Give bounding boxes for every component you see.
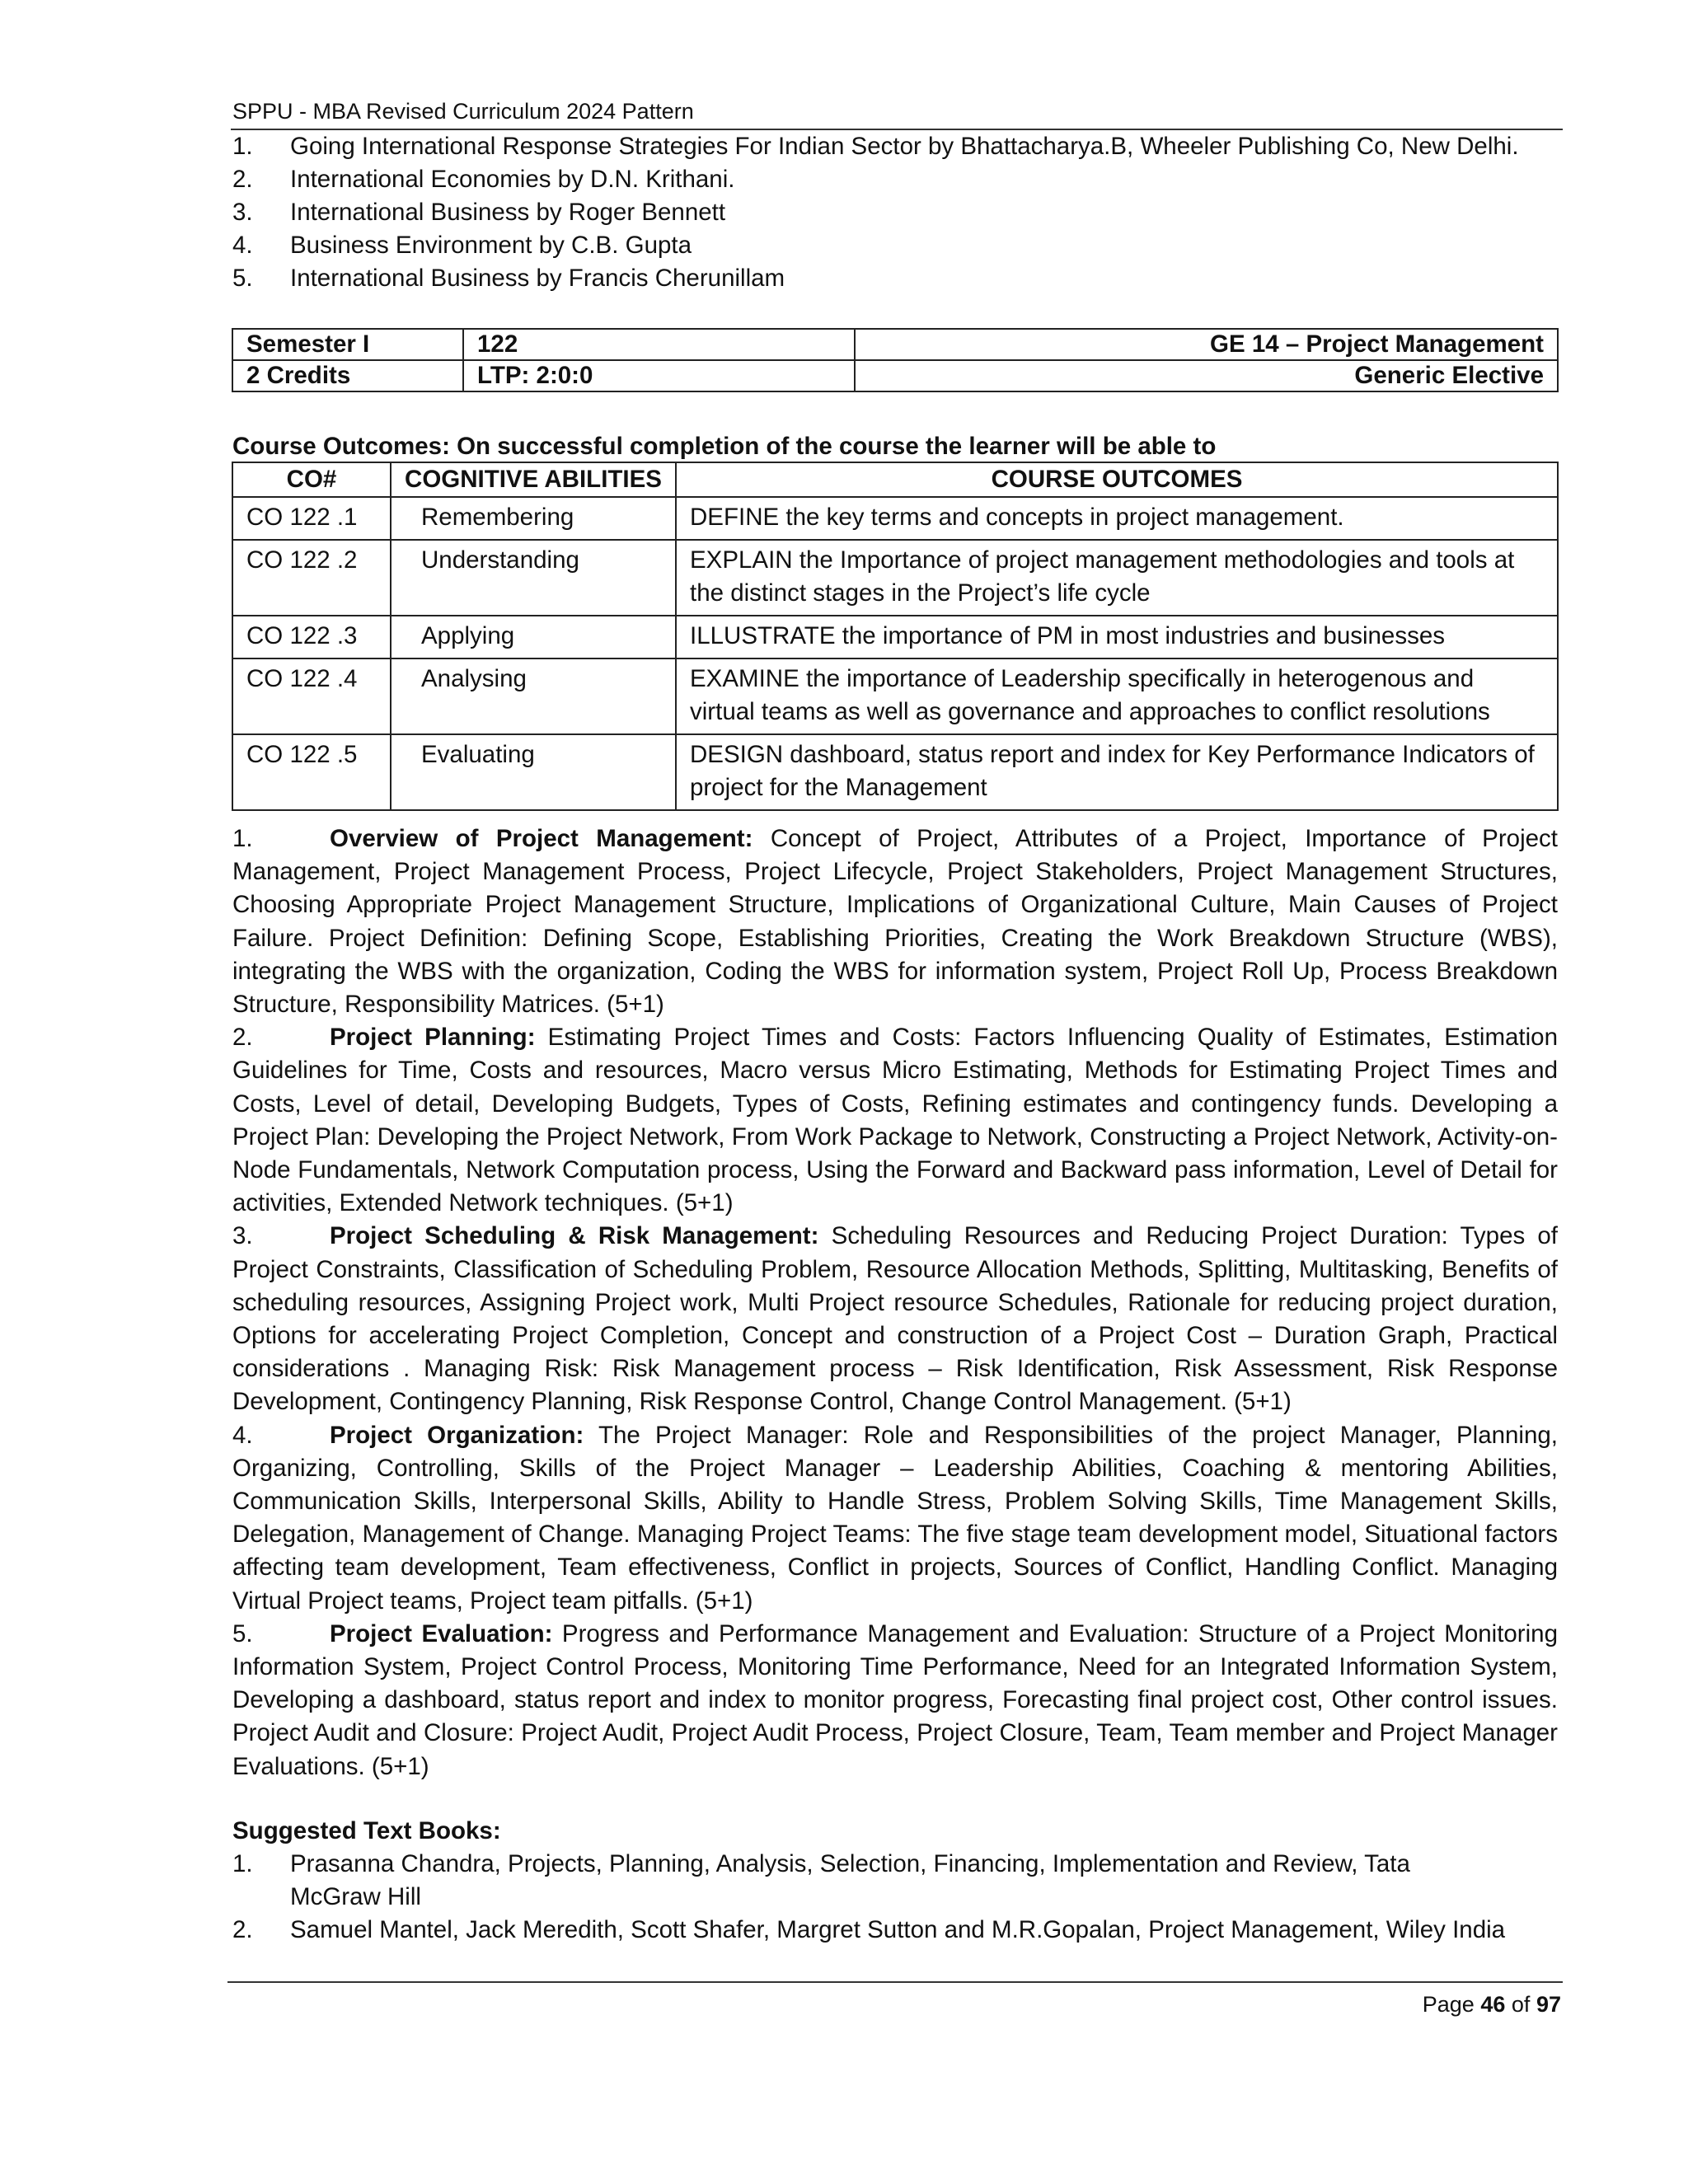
list-number: 2. [232, 1916, 253, 1943]
table-row [232, 734, 1558, 810]
list-item [232, 130, 1568, 163]
reference-text: Going International Response Strategies For Indian Sector by Bhattacharya.B, Wheeler Publishing Co, New Delhi. [290, 133, 1519, 160]
outcome-cell: EXAMINE the importance of Leadership specifically in heterogenous and virtual teams as well as governance and approaches to conflict resolutions [676, 658, 1558, 734]
list-number: 5. [232, 265, 253, 292]
co-code-cell: CO 122 .4 [232, 658, 391, 734]
course-info-table [232, 328, 1559, 392]
ltp-cell: LTP: 2:0:0 [463, 360, 855, 391]
outcome-cell: DESIGN dashboard, status report and index for Key Performance Indicators of project for the Management [676, 734, 1558, 810]
unit-number: 3. [232, 1222, 253, 1250]
reference-list [232, 130, 1568, 295]
unit-number: 2. [232, 1024, 253, 1052]
page-label: Page [1422, 1992, 1475, 2017]
table-row [232, 616, 1558, 658]
column-header: COGNITIVE ABILITIES [391, 462, 676, 497]
list-number: 3. [232, 199, 253, 226]
co-code-cell: CO 122 .5 [232, 734, 391, 810]
text-books-heading: Suggested Text Books: [232, 1817, 501, 1844]
total-pages: 97 [1536, 1992, 1561, 2017]
table-row [232, 540, 1558, 616]
reference-text: International Business by Francis Cherunillam [290, 265, 785, 292]
reference-text: Business Environment by C.B. Gupta [290, 232, 692, 259]
list-number: 2. [232, 166, 253, 193]
list-item [232, 196, 1568, 229]
page-header: SPPU - MBA Revised Curriculum 2024 Pattern [232, 99, 694, 124]
table-row [232, 658, 1558, 734]
list-item [232, 1848, 1568, 1914]
ability-cell: Remembering [391, 497, 676, 540]
unit-title: Project Planning: [330, 1024, 536, 1052]
reference-text: International Business by Roger Bennett [290, 199, 726, 226]
co-code-cell: CO 122 .2 [232, 540, 391, 616]
table-row [232, 329, 1558, 360]
ability-cell: Understanding [391, 540, 676, 616]
ability-cell: Evaluating [391, 734, 676, 810]
list-item [232, 1914, 1568, 1947]
list-item [232, 163, 1568, 196]
unit-title: Overview of Project Management: [330, 825, 753, 852]
text-books-list [232, 1848, 1568, 1947]
list-item [232, 262, 1568, 295]
unit-paragraph [232, 1021, 1558, 1220]
unit-body: Estimating Project Times and Costs: Factors Influencing Quality of Estimates, Estimation Guidelines for Time, Costs and resources, Macro versus Micro Estimating, Methods for Estimating Project Times and Costs, Level of detail, Developing Budgets, Types of Costs, Refining estimates and contingency funds. Developing a Project Plan: Developing the Project Network, From Work Package to Network, Constructing a Project Network, Activity-on-Node Fundamentals, Network Computation process, Using the Forward and Backward pass information, Level of Detail for activities, Extended Network techniques. (5+1) [232, 1024, 1558, 1217]
unit-body: Progress and Performance Management and Evaluation: Structure of a Project Monitoring Information System, Project Control Process, Monitoring Time Performance, Need for an Integrated Information System, Developing a dashboard, status report and index to monitor progress, Forecasting final project cost, Other control issues. Project Audit and Closure: Project Audit, Project Audit Process, Project Closure, Team, Team member and Project Manager Evaluations. (5+1) [232, 1619, 1558, 1780]
unit-title: Project Evaluation: [330, 1619, 553, 1647]
course-outcomes-heading: Course Outcomes: On successful completion of the course the learner will be able to [232, 433, 1217, 460]
book-text: Samuel Mantel, Jack Meredith, Scott Shafer, Margret Sutton and M.R.Gopalan, Project Management, Wiley India [290, 1916, 1506, 1943]
footer-divider [227, 1981, 1563, 1983]
co-code-cell: CO 122 .3 [232, 616, 391, 658]
list-number: 1. [232, 1850, 253, 1877]
course-code-cell: 122 [463, 329, 855, 360]
unit-body: Scheduling Resources and Reducing Project Duration: Types of Project Constraints, Classification of Scheduling Problem, Resource Allocation Methods, Splitting, Multitasking, Benefits of scheduling resources, Assigning Project work, Multi Project resource Schedules, Rationale for reducing project duration, Options for accelerating Project Completion, Concept and construction of a Project Cost – Duration Graph, Practical considerations . Managing Risk: Risk Management process – Risk Identification, Risk Assessment, Risk Response Development, Contingency Planning, Risk Response Control, Change Control Management. (5+1) [232, 1222, 1559, 1416]
unit-title: Project Scheduling & Risk Management: [330, 1222, 819, 1250]
unit-title: Project Organization: [330, 1421, 584, 1449]
book-text: Prasanna Chandra, Projects, Planning, Analysis, Selection, Financing, Implementation and Review, Tata McGraw Hill [290, 1850, 1410, 1910]
outcome-cell: DEFINE the key terms and concepts in project management. [676, 497, 1558, 540]
course-type-cell: Generic Elective [855, 360, 1558, 391]
column-header: COURSE OUTCOMES [676, 462, 1558, 497]
outcome-cell: EXPLAIN the Importance of project management methodologies and tools at the distinct stages in the Project’s life cycle [676, 540, 1558, 616]
page-footer [1423, 1988, 1561, 2021]
unit-paragraph [232, 1419, 1558, 1618]
unit-paragraph [232, 1618, 1558, 1783]
ability-cell: Analysing [391, 658, 676, 734]
list-item [232, 229, 1568, 262]
co-code-cell: CO 122 .1 [232, 497, 391, 540]
credits-cell: 2 Credits [232, 360, 463, 391]
unit-body: Concept of Project, Attributes of a Project, Importance of Project Management, Project Management Process, Project Lifecycle, Project Stakeholders, Project Management Structures, Choosing Appropriate Project Management Structure, Implications of Organizational Culture, Main Causes of Project Failure. Project Definition: Defining Scope, Establishing Priorities, Creating the Work Breakdown Structure (WBS), integrating the WBS with the organization, Coding the WBS for information system, Project Roll Up, Process Breakdown Structure, Responsibility Matrices. (5+1) [232, 825, 1558, 1019]
unit-number: 1. [232, 825, 253, 852]
reference-text: International Economies by D.N. Krithani. [290, 166, 735, 193]
list-number: 4. [232, 232, 253, 259]
table-header-row [232, 462, 1558, 497]
ability-cell: Applying [391, 616, 676, 658]
of-label: of [1511, 1992, 1531, 2017]
unit-paragraph [232, 1220, 1558, 1418]
column-header: CO# [232, 462, 391, 497]
unit-number: 4. [232, 1421, 253, 1449]
unit-number: 5. [232, 1619, 253, 1647]
outcome-cell: ILLUSTRATE the importance of PM in most industries and businesses [676, 616, 1558, 658]
page-number: 46 [1480, 1992, 1506, 2017]
table-row [232, 360, 1558, 391]
list-number: 1. [232, 133, 253, 160]
semester-cell: Semester I [232, 329, 463, 360]
unit-paragraph [232, 823, 1558, 1021]
table-row [232, 497, 1558, 540]
course-title-cell: GE 14 – Project Management [855, 329, 1558, 360]
syllabus-units [232, 823, 1558, 1783]
course-outcomes-table [232, 462, 1559, 811]
unit-body: The Project Manager: Role and Responsibilities of the project Manager, Planning, Organizing, Controlling, Skills of the Project Manager – Leadership Abilities, Coaching & mentoring Abilities, Communication Skills, Interpersonal Skills, Ability to Handle Stress, Problem Solving Skills, Time Management Skills, Delegation, Management of Change. Managing Project Teams: The five stage team development model, Situational factors affecting team development, Team effectiveness, Conflict in projects, Sources of Conflict, Handling Conflict. Managing Virtual Project teams, Project team pitfalls. (5+1) [232, 1421, 1558, 1615]
